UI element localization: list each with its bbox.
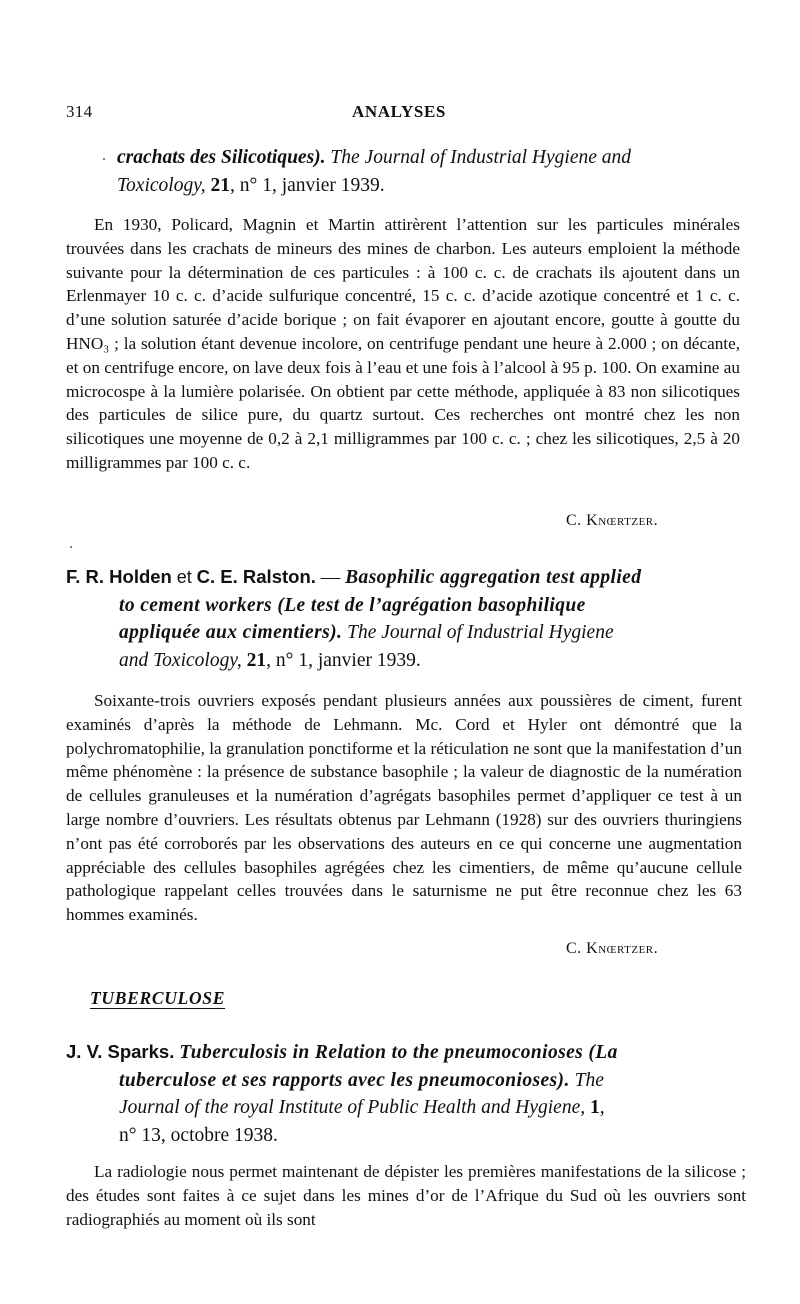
sparks-entry-heading: J. V. Sparks. Tuberculosis in Relation to the pneumoconioses (La tuberculose et ses rapports avec les pneumoconioses). The Journal of the royal Institute of Public Health and Hygiene, 1, n° 13, octobre 1938. (66, 1041, 618, 1146)
previous-entry-issue-date: , n° 1, janvier 1939. (230, 175, 385, 196)
sparks-title-line2: tuberculose et ses rapports avec les pneumoconioses). (119, 1069, 570, 1091)
sparks-volume: 1 (589, 1097, 600, 1118)
holden-title-line1: Basophilic aggregation test applied (345, 567, 642, 588)
abstract-text: La radiologie nous permet maintenant de dépister les premières manifestations de la silicose ; des études sont faites à ce sujet dans les mines d’or de l’Afrique du Sud où les ouvriers sont radiographiés au moment où ils sont (66, 1162, 746, 1229)
holden-author-conjunction: et (176, 567, 192, 587)
running-head: ANALYSES (352, 102, 446, 121)
holden-dash: — (320, 567, 341, 588)
sparks-title-line1: Tuberculosis in Relation to the pneumoconioses (La (179, 1042, 618, 1063)
sparks-author: J. V. Sparks. (66, 1041, 175, 1062)
sparks-journal: The (574, 1069, 604, 1091)
previous-entry-abstract (66, 213, 740, 475)
section-title-tuberculose: TUBERCULOSE (90, 988, 226, 1008)
print-speck (70, 546, 72, 548)
previous-entry-signature: C. Knœrtzer. (566, 512, 659, 529)
holden-journal: The Journal of Industrial Hygiene (347, 622, 614, 643)
page-header (66, 102, 738, 126)
print-speck (103, 158, 105, 160)
holden-volume: 21 (246, 649, 267, 671)
previous-entry-journal: The Journal of Industrial Hygiene and (330, 147, 632, 168)
holden-author-2: C. E. Ralston. (196, 566, 316, 587)
holden-entry-heading (66, 563, 746, 674)
previous-entry-journal-line2: Toxicology, (117, 175, 206, 196)
sparks-issue-date: n° 13, octobre 1938. (119, 1124, 278, 1146)
previous-entry-title-end: crachats des Silicotiques). (117, 147, 326, 168)
holden-journal-line2: and Toxicology, (119, 649, 242, 671)
holden-author-1: F. R. Holden (66, 566, 172, 587)
holden-title-line3: appliquée aux cimentiers). (119, 622, 343, 643)
holden-entry-abstract (66, 689, 742, 927)
sparks-journal-line2: Journal of the royal Institute of Public Health and Hygiene, (119, 1097, 586, 1118)
previous-entry-citation (117, 144, 742, 200)
page-number: 314 (66, 102, 93, 121)
abstract-text: Soixante-trois ouvriers exposés pendant plusieurs années aux poussières de ciment, furent examinés d’après la méthode de Lehmann. Mc. Cord et Hyler ont démontré que la polychromatophilie, la granulation ponctiforme et la réticulation ne sont que la manifestation d’un même phénomène : la présence de substance basophile ; la valeur de diagnostic de la numération de cellules granuleuses et la numération d’agrégats basophiles permet d’appliquer ce test à un large nombre d’ouvriers. Les résultats obtenus par Lehmann (1928) sur des ouvriers thuringiens n’ont pas été corroborés par les observations des auteurs en ce qui concerne une augmentation appréciable des cellules basophiles agrégées chez les cimentiers, de même qu’aucune cellule pathologique rappelant celles trouvées dans le saturnisme ne put être reconnue chez les 63 hommes examinés. (66, 691, 742, 925)
holden-entry-signature: C. Knœrtzer. (566, 940, 659, 957)
previous-entry-volume: 21 (210, 175, 231, 196)
abstract-text: En 1930, Policard, Magnin et Martin attirèrent l’attention sur les particules minérales trouvées dans les crachats de mineurs des mines de charbon. Les auteurs emploient la méthode suivante pour la détermination de ces particules : à 100 c. c. de crachats ils ajoutent dans un Erlenmayer 10 c. c. d’acide sulfurique concentré, 15 c. c. d’acide azotique concentré et 1 c. c. d’une solution saturée d’acide borique ; on fait évaporer en ajoutant encore, goutte à goutte du HNO₃ ; la solution étant devenue incolore, on centrifuge pendant une heure à 2.000 ; on décante, et on centrifuge encore, on lave deux fois à l’eau et une fois à l’alcool à 95 p. 100. On examine au microcospe à la lumière polarisée. On obtient par cette méthode, appliquée à 83 non silicotiques des particules de silice pure, du quartz surtout. Ces recherches ont montré chez les non silicotiques une moyenne de 0,2 à 2,1 milligrammes par 100 c. c. ; chez les silicotiques, 2,5 à 20 milligrammes par 100 c. c. (66, 215, 740, 472)
holden-issue-date: , n° 1, janvier 1939. (266, 649, 421, 671)
holden-title-line2: to cement workers (Le test de l’agrégation basophilique (119, 594, 586, 616)
sparks-entry-abstract (66, 1160, 746, 1231)
